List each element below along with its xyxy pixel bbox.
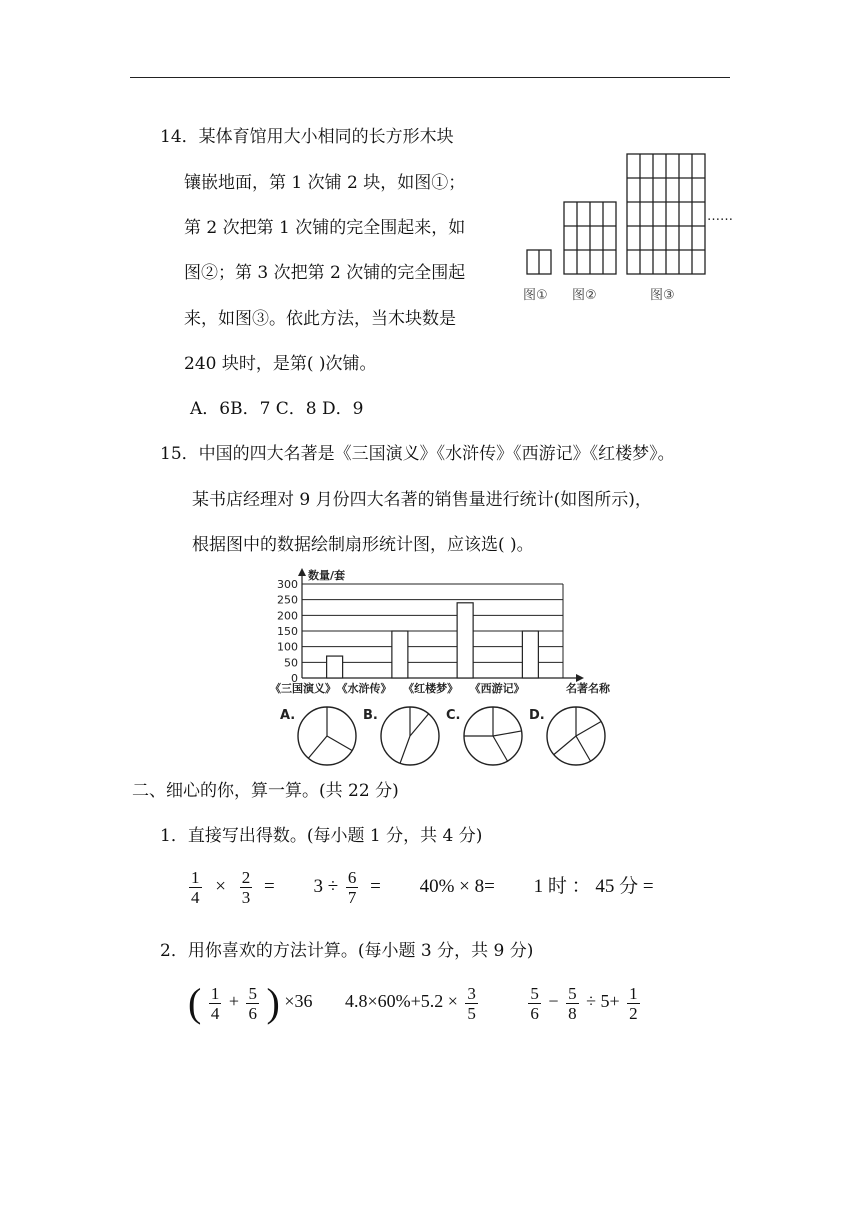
- pie-divider: [327, 736, 352, 751]
- s2-q1-expr-4: 1 时 ： 45 分 =: [533, 875, 654, 897]
- fraction: $\frac{1}{4}$: [191, 868, 200, 907]
- y-tick-label: 0: [291, 672, 298, 685]
- q14-line-6: 240 块时，是第( )次铺。: [184, 354, 377, 374]
- pie-divider: [493, 731, 522, 736]
- s2-q2-expr-1: ( $\frac{1}{4}$ + $\frac{5}{6}$ ) ×36: [188, 980, 313, 1025]
- q14-line-2: 镶嵌地面，第 1 次铺 2 块，如图①；: [184, 173, 466, 193]
- y-tick-label: 100: [277, 640, 298, 654]
- s2-q1-expr-2: 3 ÷ $\frac{6}{7}$ =: [313, 868, 381, 907]
- q15-line-1: 15．中国的四大名著是《三国演义》《水浒传》《西游记》《红楼梦》。: [160, 444, 675, 464]
- fraction: $\frac{6}{7}$: [347, 868, 357, 907]
- q14-line-3: 第 2 次把第 1 次铺的完全围起来，如: [184, 218, 466, 238]
- s2-q1-expressions: [186, 868, 654, 907]
- s2-q1-expr-3: 40% × 8=: [419, 875, 495, 897]
- pie-divider: [400, 736, 410, 763]
- header-rule: [130, 77, 730, 78]
- tiling-figure: [520, 148, 760, 308]
- x-tick-label: 《红楼梦》: [403, 682, 459, 695]
- pie-option-label: C.: [446, 708, 461, 723]
- bar: [457, 603, 473, 678]
- sales-bar-chart: [268, 566, 638, 696]
- tiling-figure-1: [527, 250, 551, 274]
- fraction: $\frac{3}{5}$: [467, 983, 476, 1023]
- y-tick-label: 150: [277, 625, 298, 638]
- s2-q2-title: 2．用你喜欢的方法计算。(每小题 3 分，共 9 分): [160, 941, 534, 961]
- tiling-ellipsis: ……: [707, 209, 733, 224]
- pie-divider: [576, 722, 601, 737]
- y-axis-arrow: [298, 568, 306, 576]
- pie-option-charts: [280, 700, 620, 770]
- y-tick-label: 250: [277, 593, 298, 607]
- q15-line-2: 某书店经理对 9 月份四大名著的销售量进行统计(如图所示)，: [192, 490, 652, 510]
- figure-label-2: 图②: [572, 288, 597, 303]
- pie-option-label: A.: [280, 708, 296, 723]
- x-tick-label: 《三国演义》: [270, 682, 336, 695]
- section2-title: 二、细心的你，算一算。(共 22 分): [132, 781, 399, 801]
- q14-options: A．6B．7 C．8 D．9: [190, 399, 364, 419]
- y-axis-label: 数量/套: [308, 569, 346, 582]
- q14-line-1: 14．某体育馆用大小相同的长方形木块: [160, 127, 454, 147]
- fraction: $\frac{2}{3}$: [241, 868, 251, 907]
- y-tick-label: 300: [277, 578, 298, 591]
- s2-q2-expr-2: 4.8×60%+5.2 × $\frac{3}{5}$: [344, 983, 476, 1023]
- bar: [327, 656, 343, 678]
- s2-q2-expressions: [188, 980, 643, 1025]
- s2-q2-expr-3: $\frac{5}{6}$ − $\frac{5}{8}$ ÷ 5+ $\frac{1}{2}$: [530, 983, 638, 1023]
- y-tick-label: 50: [284, 656, 298, 670]
- q14-line-5: 来，如图③。依此方法，当木块数是: [184, 309, 456, 329]
- pie-divider: [493, 736, 508, 761]
- pie-divider: [410, 714, 429, 736]
- y-tick-label: 200: [277, 609, 298, 623]
- pie-divider: [308, 736, 327, 758]
- pie-divider: [576, 736, 591, 761]
- bar: [392, 631, 408, 678]
- fraction: $\frac{5}{6}$: [248, 983, 257, 1023]
- pie-option-label: D.: [529, 708, 545, 723]
- figure-label-3: 图③: [650, 288, 675, 303]
- tiling-figure-3: [627, 154, 705, 274]
- fraction: $\frac{1}{4}$: [210, 983, 220, 1023]
- x-axis-arrow: [576, 674, 584, 682]
- fraction: $\frac{5}{8}$: [568, 983, 577, 1023]
- fraction: $\frac{1}{2}$: [629, 983, 638, 1023]
- x-tick-label: 《西游记》: [469, 682, 525, 695]
- figure-label-1: 图①: [523, 288, 548, 303]
- pie-divider: [554, 736, 576, 755]
- s2-q1-title: 1．直接写出得数。(每小题 1 分，共 4 分): [160, 826, 483, 846]
- tiling-figure-2: [564, 202, 616, 274]
- x-axis-label: 名著名称: [566, 682, 610, 695]
- x-tick-label: 《水浒传》: [336, 682, 392, 695]
- fraction: $\frac{5}{6}$: [530, 983, 539, 1023]
- pie-option-label: B.: [363, 708, 378, 723]
- s2-q1-expr-1: $\frac{1}{4}$ × $\frac{2}{3}$ =: [191, 868, 275, 907]
- q15-line-3: 根据图中的数据绘制扇形统计图，应该选( )。: [192, 535, 534, 555]
- q14-line-4: 图②；第 3 次把第 2 次铺的完全围起: [184, 263, 466, 283]
- bar: [522, 631, 538, 678]
